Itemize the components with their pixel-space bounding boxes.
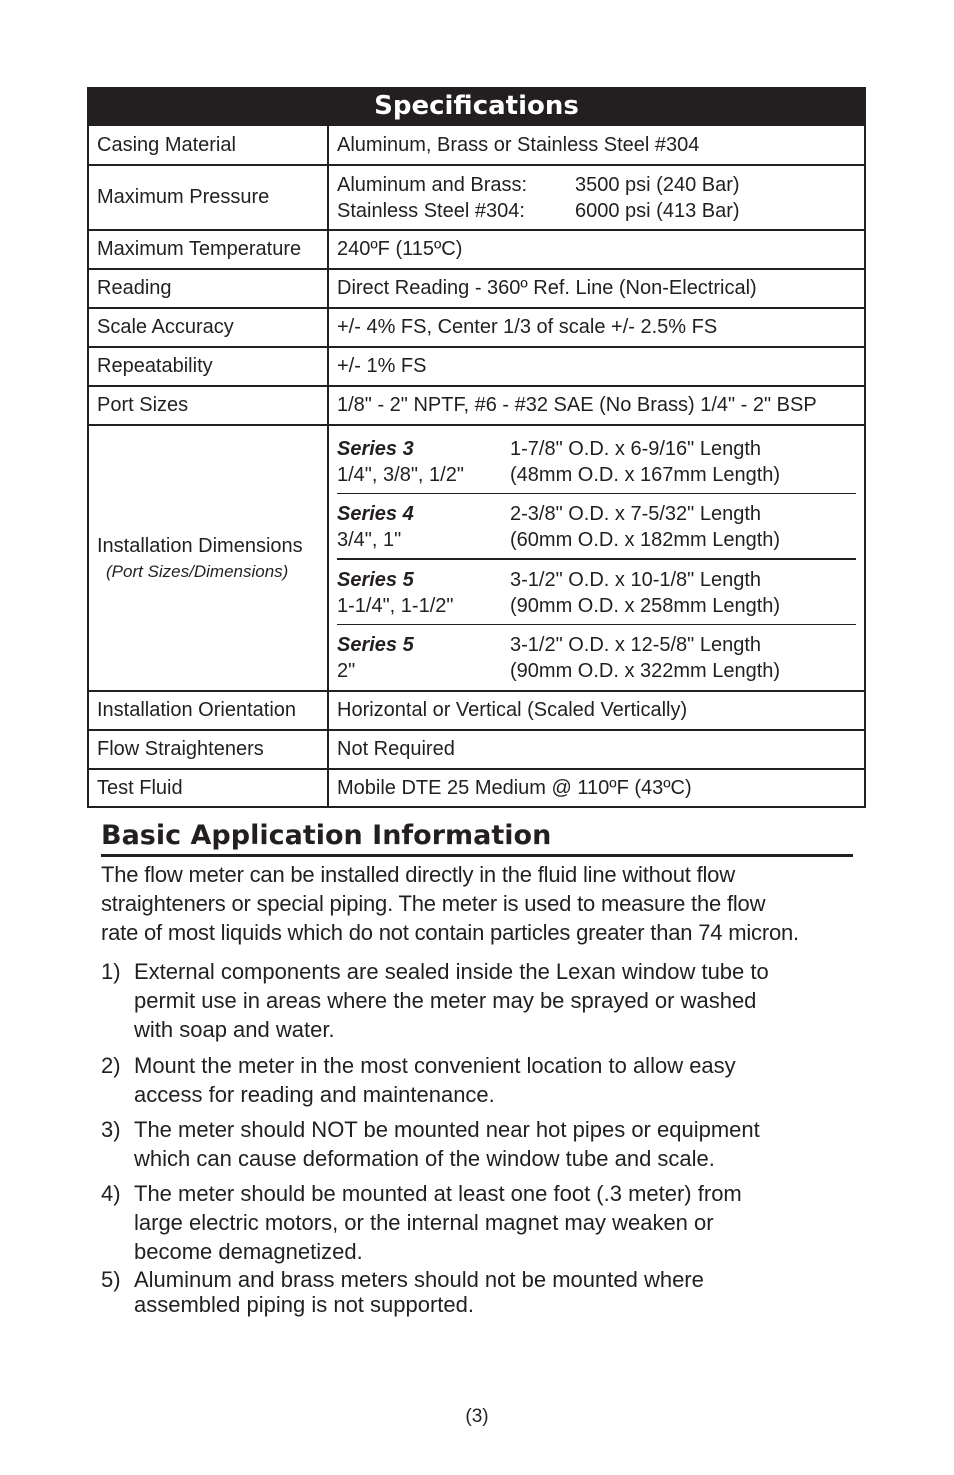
series-ports: 3/4", 1"	[337, 529, 402, 551]
series-ports: 1/4", 3/8", 1/2"	[337, 464, 464, 486]
spec-row-fluid	[89, 768, 864, 806]
item-number: 3)	[101, 1117, 121, 1142]
series-dim-in: 1-7/8" O.D. x 6-9/16" Length	[510, 438, 762, 460]
item-text	[134, 957, 861, 1044]
spec-value: Mobile DTE 25 Medium @ 110ºF (43ºC)	[337, 776, 692, 799]
series-dim-mm: (90mm O.D. x 258mm Length)	[510, 595, 781, 617]
spec-value: +/- 4% FS, Center 1/3 of scale +/- 2.5% FS	[337, 316, 718, 338]
spec-row-repeatability	[89, 346, 864, 385]
spec-value: Not Required	[337, 738, 455, 760]
specifications-table	[87, 87, 866, 808]
page-number: (3)	[465, 1406, 489, 1427]
spec-row-pressure	[89, 164, 864, 229]
series-name: Series 3	[337, 438, 414, 460]
pressure-material: Stainless Steel #304:	[337, 199, 525, 222]
item-line: with soap and water.	[134, 1017, 335, 1042]
spec-row-reading	[89, 268, 864, 307]
item-line: large electric motors, or the internal magnet may weaken or	[134, 1210, 714, 1235]
series-entry	[337, 560, 856, 625]
intro-line: rate of most liquids which do not contain particles greater than 74 micron.	[101, 920, 799, 945]
item-number: 1)	[101, 959, 121, 984]
spec-label: Maximum Pressure	[89, 166, 329, 229]
spec-row-orientation	[89, 690, 864, 729]
spec-label: Test Fluid	[89, 770, 329, 806]
item-number: 4)	[101, 1181, 121, 1206]
pressure-value: 6000 psi (413 Bar)	[575, 199, 740, 222]
spec-label: Repeatability	[89, 348, 329, 385]
item-line: Mount the meter in the most convenient location to allow easy	[134, 1053, 736, 1078]
series-name: Series 5	[337, 634, 414, 656]
list-item	[101, 957, 861, 1044]
intro-line: The flow meter can be installed directly in the fluid line without flow	[101, 862, 735, 887]
series-dim-in: 3-1/2" O.D. x 12-5/8" Length	[510, 634, 762, 656]
item-line: permit use in areas where the meter may be sprayed or washed	[134, 988, 757, 1013]
spec-value: Direct Reading - 360º Ref. Line (Non-Electrical)	[337, 277, 757, 299]
spec-value	[329, 166, 864, 229]
item-text	[134, 1115, 861, 1173]
pressure-value: 3500 psi (240 Bar)	[575, 173, 740, 196]
section-title: Basic Application Information	[101, 818, 853, 857]
item-line: The meter should NOT be mounted near hot pipes or equipment	[134, 1117, 760, 1142]
item-line: The meter should be mounted at least one foot (.3 meter) from	[134, 1181, 742, 1206]
item-number: 2)	[101, 1053, 121, 1078]
spec-label: Maximum Temperature	[89, 231, 329, 268]
spec-value	[329, 426, 864, 690]
list-item	[101, 1179, 861, 1266]
item-line: Aluminum and brass meters should not be mounted where	[134, 1267, 704, 1292]
series-entry	[337, 625, 856, 689]
list-item	[101, 1051, 861, 1109]
list-item	[101, 1115, 861, 1173]
series-ports: 2"	[337, 660, 356, 682]
specifications-title: Specifications	[89, 89, 864, 126]
spec-value: Aluminum, Brass or Stainless Steel #304	[337, 133, 700, 156]
list-item	[101, 1267, 861, 1317]
spec-label: Reading	[89, 270, 329, 307]
series-entry	[337, 494, 856, 560]
series-entry	[337, 434, 856, 494]
series-dim-mm: (60mm O.D. x 182mm Length)	[510, 529, 781, 551]
installation-label: Installation Dimensions	[97, 534, 303, 557]
spec-value: +/- 1% FS	[337, 355, 427, 377]
item-line: assembled piping is not supported.	[134, 1292, 474, 1317]
pressure-material: Aluminum and Brass:	[337, 173, 528, 196]
item-line: access for reading and maintenance.	[134, 1082, 495, 1107]
spec-label: Flow Straighteners	[89, 731, 329, 768]
series-ports: 1-1/4", 1-1/2"	[337, 595, 454, 617]
installation-sublabel: (Port Sizes/Dimensions)	[106, 561, 289, 581]
series-dim-in: 2-3/8" O.D. x 7-5/32" Length	[510, 503, 762, 525]
item-text	[134, 1051, 861, 1109]
spec-value: Horizontal or Vertical (Scaled Vertically)	[337, 699, 688, 721]
spec-value: 1/8" - 2" NPTF, #6 - #32 SAE (No Brass) 1/4" - 2" BSP	[337, 394, 817, 416]
series-dim-mm: (48mm O.D. x 167mm Length)	[510, 464, 781, 486]
item-line: which can cause deformation of the window tube and scale.	[134, 1146, 715, 1171]
series-dim-mm: (90mm O.D. x 322mm Length)	[510, 660, 781, 682]
item-line: External components are sealed inside the Lexan window tube to	[134, 959, 769, 984]
spec-row-casing	[89, 126, 864, 164]
spec-label: Casing Material	[89, 126, 329, 164]
spec-row-accuracy	[89, 307, 864, 346]
spec-label: Installation Orientation	[89, 692, 329, 729]
series-dim-in: 3-1/2" O.D. x 10-1/8" Length	[510, 569, 762, 591]
series-name: Series 4	[337, 503, 414, 525]
item-text	[134, 1267, 861, 1317]
item-text	[134, 1179, 861, 1266]
spec-label: Port Sizes	[89, 387, 329, 424]
spec-row-straighteners	[89, 729, 864, 768]
intro-line: straighteners or special piping. The meter is used to measure the flow	[101, 891, 766, 916]
intro-paragraph	[101, 860, 861, 947]
spec-label	[89, 426, 329, 690]
series-name: Series 5	[337, 569, 414, 591]
spec-value: 240ºF (115ºC)	[337, 238, 463, 260]
spec-row-ports	[89, 385, 864, 424]
pressure-grid	[337, 172, 740, 224]
item-number: 5)	[101, 1267, 121, 1292]
spec-label: Scale Accuracy	[89, 309, 329, 346]
spec-row-temperature	[89, 229, 864, 268]
instruction-list	[101, 957, 861, 1317]
spec-row-installation	[89, 424, 864, 690]
item-line: become demagnetized.	[134, 1239, 363, 1264]
